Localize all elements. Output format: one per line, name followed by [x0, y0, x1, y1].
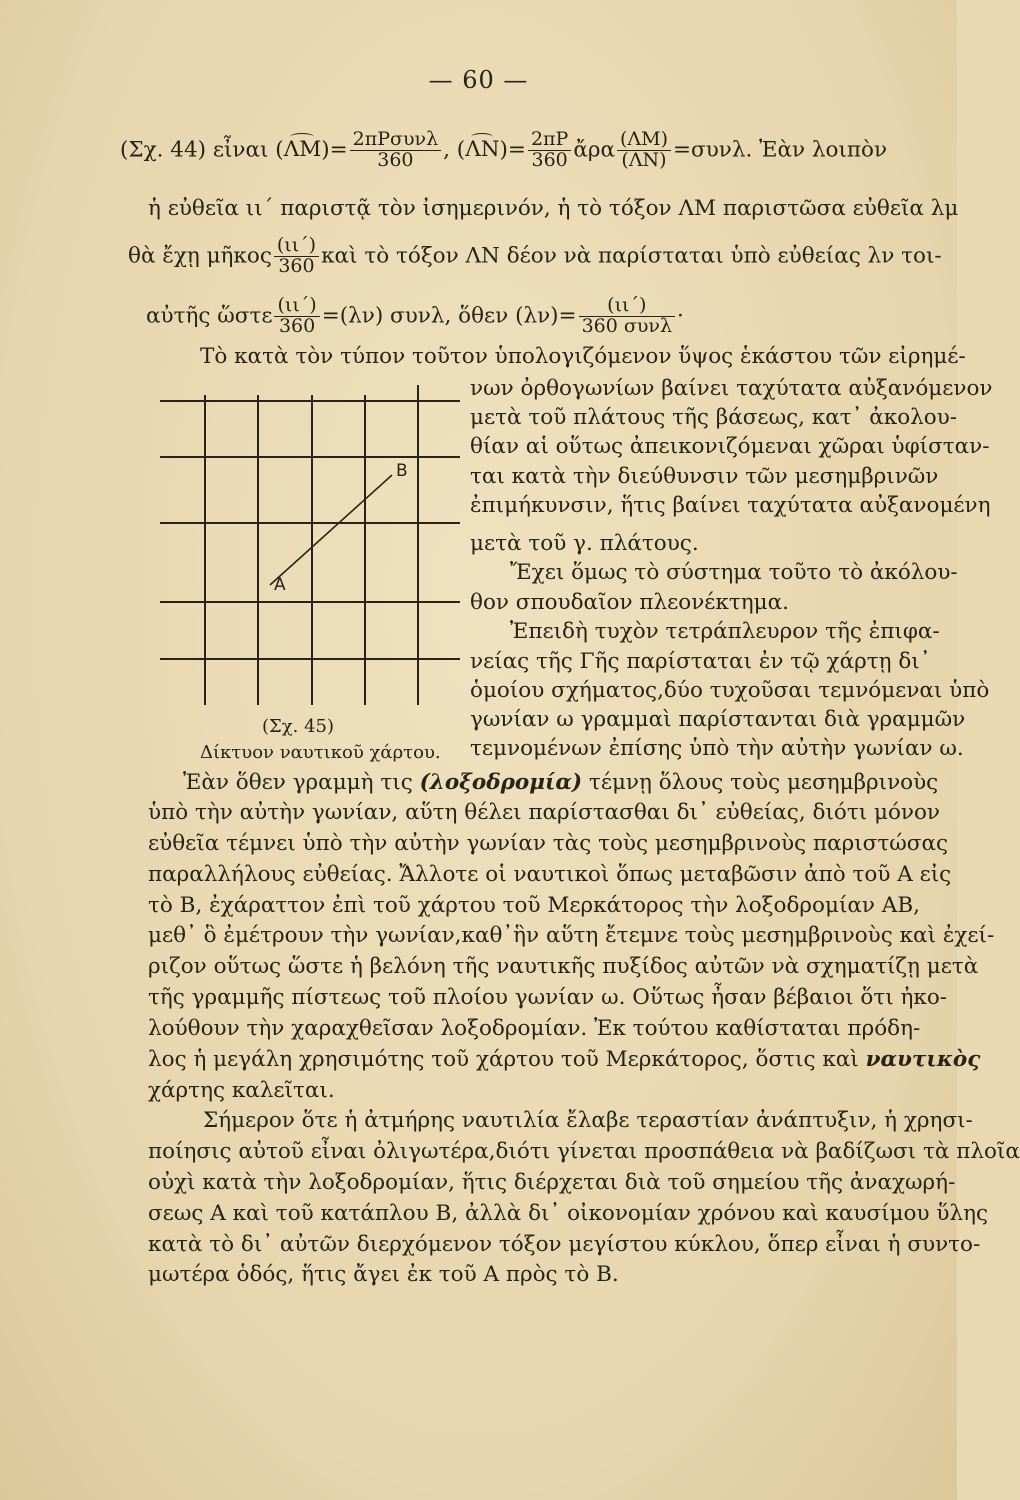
loxodromia-term: (λοξοδρομία): [419, 770, 583, 795]
l1-text-d: )=: [499, 137, 526, 163]
fraction-1: [350, 130, 441, 171]
side-line-8: θον σπουδαῖον πλεονέκτημα.: [470, 590, 789, 615]
header-line-2: ἡ εὐθεῖα ιι΄ παριστᾷ τὸν ἰσημερινόν, ἡ τὸ τόξον ΛΜ παριστῶσα εὐθεῖα λμ: [148, 196, 959, 221]
page-number: — 60 —: [428, 66, 529, 94]
nautikos-term: ναυτικὸς: [865, 1047, 981, 1072]
body-line-29: χάρτης καλεῖται.: [148, 1078, 335, 1103]
l1-text-e: ἄρα: [573, 137, 615, 163]
l1-text-a: (Σχ. 44) εἶναι (: [120, 137, 284, 163]
l1-text-b: )=: [321, 137, 348, 163]
l19-text-a: Ἐὰν ὅθεν γραμμὴ τις: [183, 770, 413, 795]
side-line-4: ται κατὰ τὴν διεύθυνσιν τῶν μεσημβρινῶν: [470, 464, 939, 489]
fraction-4: [274, 236, 319, 277]
fraction-2-num: 2πΡ: [528, 130, 571, 151]
point-b-label: Β: [396, 461, 408, 481]
body-line-27: λούθουν τὴν χαραχθεῖσαν λοξοδρομίαν. Ἐκ τούτου καθίσταται πρόδη-: [148, 1016, 921, 1041]
side-line-11: ὁμοίου σχήματος,δύο τυχοῦσαι τεμνόμεναι ὑπὸ: [470, 678, 990, 703]
body-line-22: παραλλήλους εὐθείας. Ἄλλοτε οἱ ναυτικοὶ ὅπως μεταβῶσιν ἀπὸ τοῦ Α εἰς: [148, 862, 952, 887]
fraction-1-den: 360: [377, 148, 414, 171]
side-line-12: γωνίαν ω γραμμαὶ παρίστανται διὰ γραμμῶν: [470, 707, 966, 732]
figure-45: [160, 375, 460, 725]
body-line-25: ριζον οὕτως ὥστε ἡ βελόνη τῆς ναυτικῆς πυξίδος αὐτῶν νὰ σχηματίζῃ μετὰ: [148, 954, 979, 979]
l3-text-a: θὰ ἔχῃ μῆκος: [128, 243, 272, 269]
arc-lm: ΛΜ: [283, 137, 322, 163]
l1-text-c: , (: [443, 137, 466, 163]
fraction-3: [617, 130, 671, 171]
l28-text-a: λος ἡ μεγάλη χρησιμότης τοῦ χάρτου τοῦ Μερκάτορος, ὅστις καὶ: [148, 1047, 859, 1072]
fraction-5: [274, 296, 319, 337]
l1-text-f: =συνλ. Ἐὰν λοιπὸν: [673, 137, 888, 163]
side-line-6: μετὰ τοῦ γ. πλάτους.: [470, 531, 699, 556]
fraction-5-num: (ιι΄): [274, 296, 319, 317]
l3-text-b: καὶ τὸ τόξον ΛΝ δέον νὰ παρίσταται ὑπὸ εὐθείας λν τοι-: [321, 243, 942, 269]
point-a-label: Α: [274, 575, 286, 595]
figure-caption-number: (Σχ. 45): [262, 716, 335, 737]
l4-text-b: =(λν) συνλ, ὅθεν (λν)=: [321, 303, 577, 329]
fraction-4-num: (ιι΄): [274, 236, 319, 257]
fraction-3-num: (ΛΜ): [617, 130, 671, 151]
fraction-3-den: (ΛΝ): [621, 148, 667, 171]
side-line-1: νων ὀρθογωνίων βαίνει ταχύτατα αὐξανόμενον: [470, 376, 993, 401]
fraction-2-den: 360: [531, 148, 568, 171]
l4-text-c: ·: [677, 303, 684, 329]
side-line-9: Ἐπειδὴ τυχὸν τετράπλευρον τῆς ἐπιφα-: [510, 619, 940, 644]
body-line-35: μωτέρα ὁδός, ἥτις ἄγει ἐκ τοῦ Α πρὸς τὸ Β.: [148, 1262, 619, 1287]
loxodrome-line-ab: [270, 475, 392, 585]
l4-text-a: αὐτῆς ὥστε: [146, 303, 273, 329]
fraction-4-den: 360: [278, 254, 315, 277]
body-line-24: μεθ᾽ ὃ ἐμέτρουν τὴν γωνίαν,καθ᾽ἣν αὕτη ἔτεμνε τοὺς μεσημβρινοὺς καὶ ἐχεί-: [148, 923, 995, 948]
fraction-1-num: 2πΡσυνλ: [350, 130, 441, 151]
side-line-3: θίαν αἱ οὕτως ἀπεικονιζόμεναι χῶραι ὑφίσταν-: [470, 434, 990, 459]
side-line-10: νείας τῆς Γῆς παρίσταται ἐν τῷ χάρτῃ δι᾽: [470, 649, 931, 674]
fraction-6: [579, 296, 675, 337]
body-line-33: σεως Α καὶ τοῦ κατάπλου Β, ἀλλὰ δι᾽ οἰκονομίαν χρόνου καὶ καυσίμου ὕλης: [148, 1201, 988, 1226]
body-line-21: εὐθεῖα τέμνει ὑπὸ τὴν αὐτὴν γωνίαν τὰς τοὺς μεσημβρινοὺς παριστώσας: [148, 831, 949, 856]
body-line-19: [183, 772, 938, 794]
side-line-13: τεμνομένων ἐπίσης ὑπὸ τὴν αὐτὴν γωνίαν ω.: [470, 736, 964, 761]
body-line-34: κατὰ τὸ δι᾽ αὐτῶν διερχόμενον τόξον μεγίστου κύκλου, ὅπερ εἶναι ἡ συντο-: [148, 1232, 981, 1257]
fraction-6-num: (ιι΄): [579, 296, 675, 317]
arc-ln: ΛΝ: [465, 137, 500, 163]
fraction-2: [528, 130, 571, 171]
fraction-6-den: 360 συνλ: [581, 314, 672, 337]
header-line-1: [120, 130, 887, 171]
body-line-28: [148, 1049, 980, 1071]
body-line-23: τὸ Β, ἐχάραττον ἐπὶ τοῦ χάρτου τοῦ Μερκάτορος τὴν λοξοδρομίαν ΑΒ,: [148, 893, 920, 918]
side-line-2: μετὰ τοῦ πλάτους τῆς βάσεως, κατ᾽ ἀκολου-: [470, 405, 958, 430]
header-line-4: [146, 296, 684, 337]
body-line-31: ποίησις αὐτοῦ εἶναι ὀλιγωτέρα,διότι γίνεται προσπάθεια νὰ βαδίζωσι τὰ πλοῖα: [148, 1139, 1020, 1164]
body-line-5: Τὸ κατὰ τὸν τύπον τοῦτον ὑπολογιζόμενον ὕψος ἑκάστου τῶν εἰρημέ-: [200, 344, 966, 369]
body-line-30: Σήμερον ὅτε ἡ ἀτμήρης ναυτιλία ἔλαβε τεραστίαν ἀνάπτυξιν, ἡ χρησι-: [203, 1108, 973, 1133]
mercator-grid-diagram: [160, 375, 460, 725]
figure-caption-text: Δίκτυον ναυτικοῦ χάρτου.: [200, 742, 441, 763]
l19-text-c: τέμνῃ ὅλους τοὺς μεσημβρινοὺς: [588, 770, 939, 795]
body-line-32: οὐχὶ κατὰ τὴν λοξοδρομίαν, ἥτις διέρχεται διὰ τοῦ σημείου τῆς ἀναχωρή-: [148, 1170, 956, 1195]
side-line-5: ἐπιμήκυνσιν, ἥτις βαίνει ταχύτατα αὐξανομένη: [470, 493, 991, 518]
side-line-7: Ἔχει ὅμως τὸ σύστημα τοῦτο τὸ ἀκόλου-: [510, 560, 958, 585]
body-line-26: τῆς γραμμῆς πίστεως τοῦ πλοίου γωνίαν ω. Οὕτως ἦσαν βέβαιοι ὅτι ἠκο-: [148, 985, 948, 1010]
fraction-5-den: 360: [278, 314, 316, 337]
header-line-3: [128, 236, 942, 277]
body-line-20: ὑπὸ τὴν αὐτὴν γωνίαν, αὕτη θέλει παρίστασθαι δι᾽ εὐθείας, διότι μόνον: [148, 800, 940, 825]
